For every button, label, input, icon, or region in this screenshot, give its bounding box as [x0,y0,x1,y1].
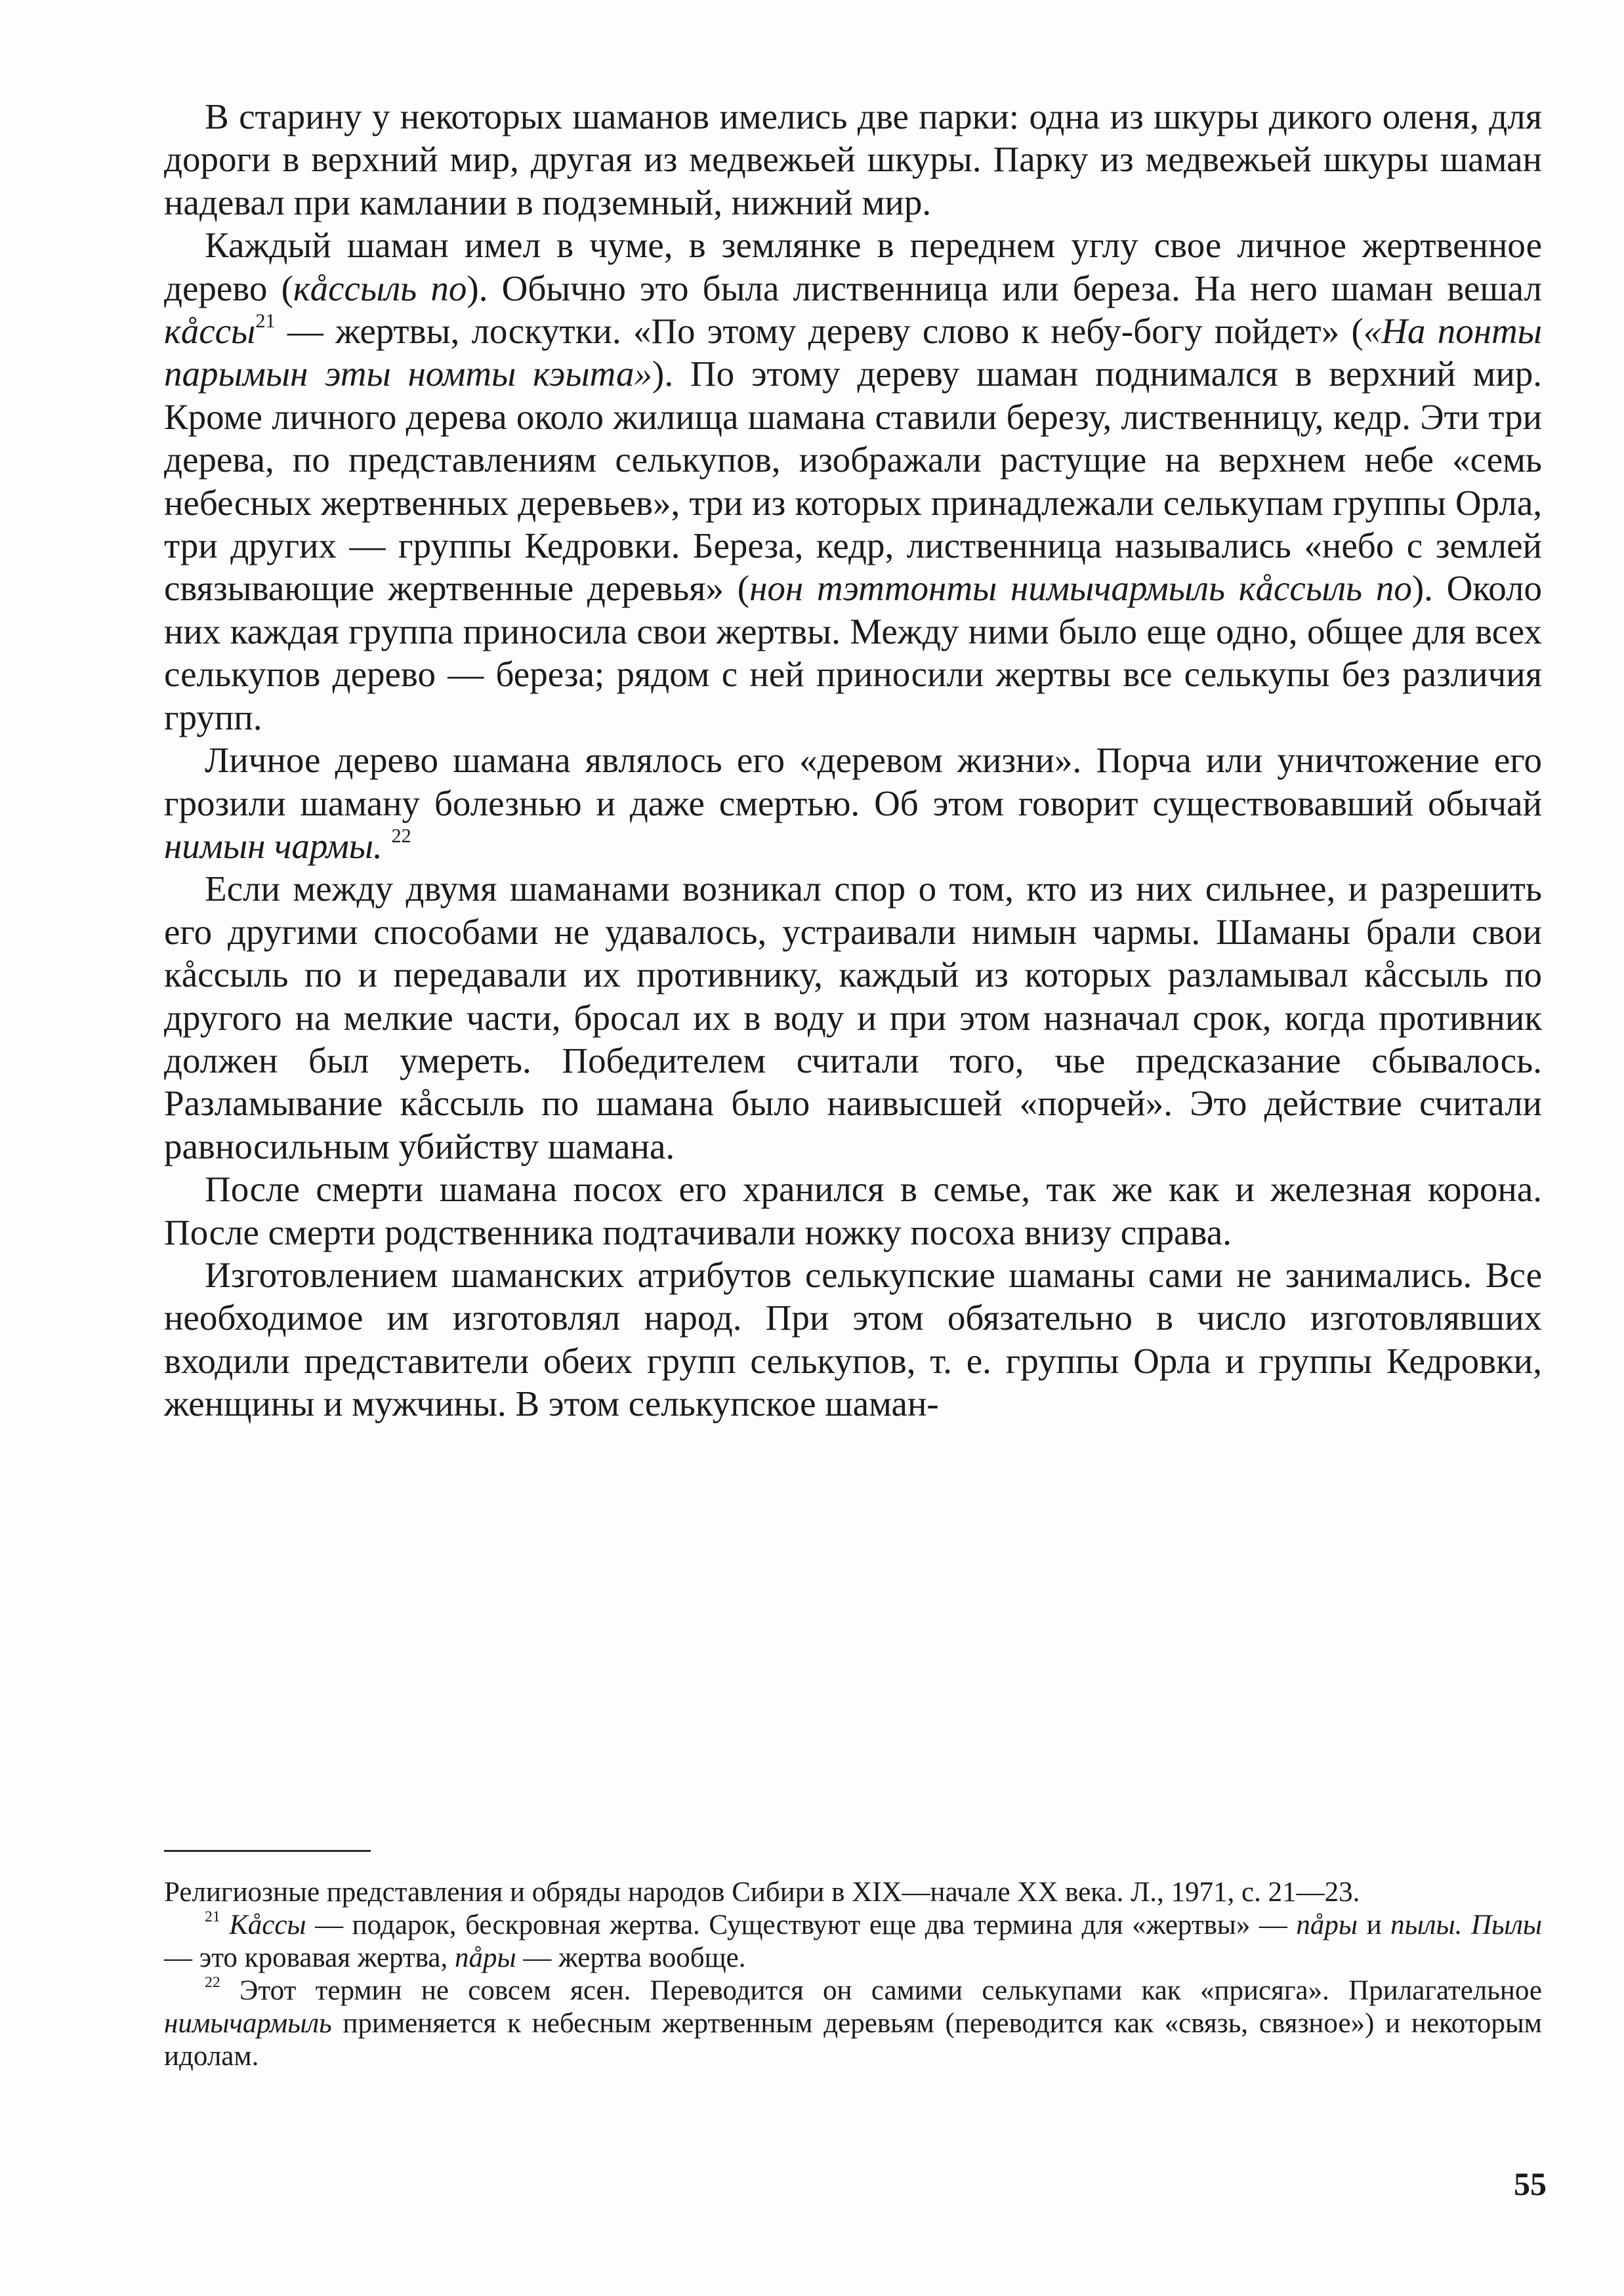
paragraph-6: Изготовлением шаманских атрибутов селькупские шаманы сами не занимались. Все необходимое им изготовлял народ. При этом обязательно в число изготовлявших входили представители обеих групп селькупов, т. е. группы Орла и группы Кедровки, женщины и мужчины. В этом селькупское шаман- [164,1254,1542,1424]
text-run: Этот термин не совсем ясен. Переводится он самими селькупами как «присяга». Прилагательное [220,1975,1542,2006]
text-run: и [1358,1910,1391,1940]
text-run: применяется к небесным жертвенным деревьям (переводится как «связь, связное») и некоторым идолам. [164,2008,1542,2072]
footnote-number: 22 [205,1974,220,1992]
text-run: Каждый шаман имел в чуме, в землянке в переднем углу свое личное жертвенное дерево ( [164,225,1542,308]
text-run: — подарок, бескровная жертва. Существуют еще два термина для «жертвы» — [306,1910,1297,1940]
footnotes [164,1876,1542,2073]
italic-term: нон тэттонты нимычармыль кåссыль по [749,568,1412,609]
text-run: — жертвы, лоскутки. «По этому дереву слово к небу-богу пойдет» ( [275,311,1364,352]
italic-term: нимын чармы. [164,825,383,866]
paragraph-5: После смерти шамана посох его хранился в семье, так же как и железная корона. После смерти родственника подтачивали ножку посоха внизу справа. [164,1169,1542,1252]
paragraph-3 [164,739,1542,867]
italic-term: пылы. Пылы [1390,1910,1543,1940]
footnote-22 [164,1975,1542,2073]
footnote-ref-21: 21 [255,309,276,332]
footnote-continuation: Религиозные представления и обряды народов Сибири в XIX—начале XX века. Л., 1971, с. 21—23. [164,1877,1360,1908]
main-text [164,95,1542,1425]
text-run: — жертва вообще. [516,1942,746,1973]
italic-quote: «На понты парымын эты номты кэыта» [164,311,1542,394]
italic-term: кåссы [164,311,256,352]
footnote-ref-22: 22 [391,824,411,847]
footnote-21 [164,1909,1542,1975]
text-run: ). По этому дереву шаман поднимался в верхний мир. Кроме личного дерева около жилища шамана ставили березу, лиственницу, кедр. Эти три дерева, по представлениям селькупов, изображали растущие на верхнем небе «семь небесных жертвенных деревьев», три из которых принадлежали селькупам группы Орла, три других — группы Кедровки. Береза, кедр, лиственница назывались «небо с землей связывающие жертвенные деревья» ( [164,354,1543,609]
text-run: Личное дерево шамана являлось его «деревом жизни». Порча или уничтожение его грозили шаману болезнью и даже смертью. Об этом говорит существовавший обычай [164,740,1542,823]
footnote-separator [164,1850,371,1852]
footnote-number: 21 [205,1908,220,1926]
italic-term: пåры [1296,1910,1358,1940]
italic-term: нимычармыль [164,2008,332,2039]
italic-term: пåры [455,1942,516,1973]
paragraph-4: Если между двумя шаманами возникал спор о том, кто из них сильнее, и разрешить его другими способами не удавалось, устраивали нимын чармы. Шаманы брали свои кåссыль по и передавали их противнику, каждый из которых разламывал кåссыль по другого на мелкие части, бросал их в воду и при этом назначал срок, когда противник должен был умереть. Победителем считали того, чье предсказание сбывалось. Разламывание кåссыль по шамана было наивысшей «порчей». Это действие считали равносильным убийству шамана. [164,869,1542,1166]
paragraph-1: В старину у некоторых шаманов имелись две парки: одна из шкуры дикого оленя, для дороги в верхний мир, другая из медвежьей шкуры. Парку из медвежьей шкуры шаман надевал при камлании в подземный, нижний мир. [164,96,1542,222]
text-run: ). Около них каждая группа приносила свои жертвы. Между ними было еще одно, общее для всех селькупов дерево — береза; рядом с ней приносили жертвы все селькупы без различия групп. [164,568,1543,737]
italic-term: Кåссы [229,1910,306,1940]
text-run: — это кровавая жертва, [164,1942,455,1973]
page-number: 55 [1514,2165,1547,2202]
paragraph-2 [164,224,1542,739]
text-run: ). Обычно это была лиственница или береза. На него шаман вешал [467,268,1543,308]
italic-term: кåссыль по [293,268,467,308]
